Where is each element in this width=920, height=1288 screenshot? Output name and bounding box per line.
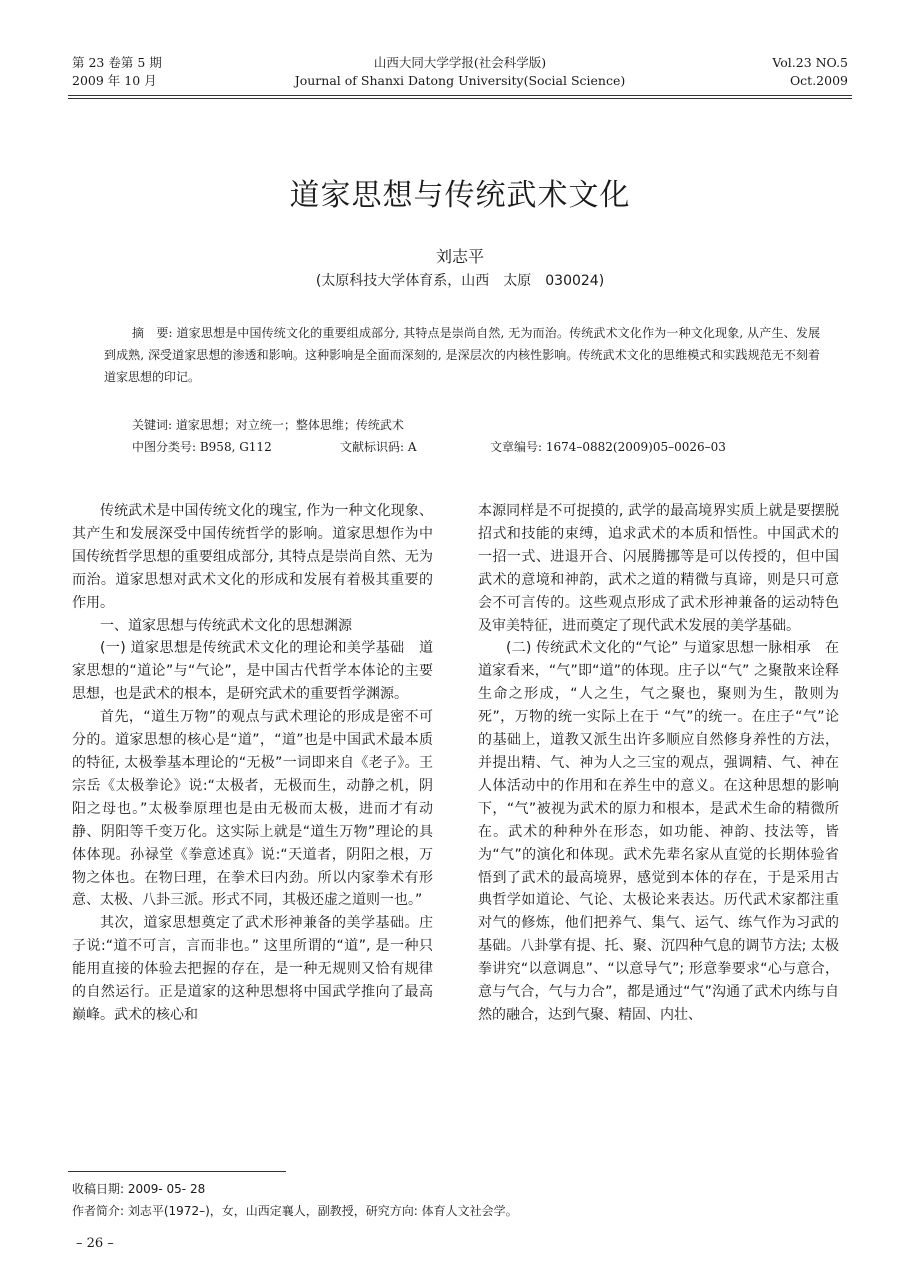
article-number: 文章编号: 1674–0882(2009)05–0026–03 [490,440,726,454]
keywords: 关键词: 道家思想；对立统一；整体思维；传统武术 [132,418,404,432]
header-journal-cn: 山西大同大学学报(社会科学版) [373,55,547,70]
body-paragraph: 其次，道家思想奠定了武术形神兼备的美学基础。庄子说:“道不可言，言而非也。” 这里所谓的“道”, 是一种只能用直接的体验去把握的存在，是一种无规则又恰有规律的自然运行。正是道家的这种思想将中国武学推向了最高巅峰。武术的核心和 [72,915,433,1023]
header-vol-en: Vol.23 NO.5 [772,55,848,70]
header-journal-en: Journal of Shanxi Datong University(Social Science) [294,73,626,88]
body-left-column [72,500,433,1027]
abstract [104,322,820,388]
body-paragraph: 传统武术是中国传统文化的瑰宝, 作为一种文化现象、其产生和发展深受中国传统哲学的影响。道家思想作为中国传统哲学思想的重要组成部分, 其特点是崇尚自然、无为而治。道家思想对武术文化的形成和发展有着极其重要的作用。 [72,503,433,611]
body-paragraph: 本源同样是不可捉摸的, 武学的最高境界实质上就是要摆脱招式和技能的束缚，追求武术的本质和悟性。中国武术的一招一式、进退开合、闪展腾挪等是可以传授的，但中国武术的意境和神韵，武术之道的精微与真谛，则是只可意会不可言传的。这些观点形成了武术形神兼备的运动特色及审美特征，进而奠定了现代武术发展的美学基础。 [478,503,839,634]
paper-title: 道家思想与传统武术文化 [289,178,631,213]
document-code: 文献标识码: A [340,440,417,454]
footnote-received: 收稿日期: 2009- 05- 28 [72,1182,206,1196]
body-right-column [478,500,839,1027]
header-date-en: Oct.2009 [789,73,848,88]
paper-meta [132,414,832,458]
header-rule-top [68,95,852,96]
body-paragraph: (二) 传统武术文化的“气论” 与道家思想一脉相承 在道家看来，“气”即“道”的体现。庄子以“气” 之聚散来诠释生命之形成，“人之生，气之聚也，聚则为生，散则为死”，万物的统一实际上在于 “气”的统一。在庄子“气”论的基础上，道教又派生出许多顺应自然修身养性的方法，并提出精、气、神为人之三宝的观点，强调精、气、神在人体活动中的作用和在养生中的意义。在这种思想的影响下，“气”被视为武术的原力和根本，是武术生命的精微所在。武术的种种外在形态，如功能、神韵、技法等，皆为“气”的演化和体现。武术先辈名家从直觉的长期体验省悟到了武术的最高境界，感觉到本体的存在，于是采用古典哲学如道论、气论、太极论来表达。历代武术家都注重对气的修炼，他们把养气、集气、运气、练气作为习武的基础。八卦掌有提、托、聚、沉四种气息的调节方法; 太极拳讲究“以意调息”、“以意导气”; 形意拳要求“心与意合，意与气合，气与力合”，都是通过“气”沟通了武术内练与自然的融合，达到气聚、精固、内壮、 [478,640,839,1023]
body-paragraph: 首先，“道生万物”的观点与武术理论的形成是密不可分的。道家思想的核心是“道”，“道”也是中国武术最本质的特征, 太极拳基本理论的“无极”一词即来自《老子》。王宗岳《太极拳论》说:“太极者，无极而生，动静之机，阴阳之母也。”太极拳原理也是由无极而太极，进而才有动静、阴阳等千变万化。这实际上就是“道生万物”理论的具体体现。孙禄堂《拳意述真》说:“天道者，阴阳之根，万物之体也。在物曰理，在拳术曰内劲。所以内家拳术有形意、太极、八卦三派。形式不同，其极还虚之道则一也。” [72,709,433,909]
header-right [772,54,848,90]
footnote-author-bio: 作者简介: 刘志平(1972–)，女，山西定襄人，副教授，研究方向: 体育人文社会学。 [72,1204,518,1218]
paper-author: 刘志平 [435,247,484,266]
paper-affiliation: (太原科技大学体育系，山西 太原 030024) [315,273,605,289]
header-volume: 第 23 卷第 5 期 [72,55,162,70]
classification-number: 中图分类号: B958, G112 [132,440,272,454]
body-paragraph: (一) 道家思想是传统武术文化的理论和美学基础 道家思想的“道论”与“气论”，是中国古代哲学本体论的主要思想，也是武术的根本，是研究武术的重要哲学渊源。 [72,640,433,703]
abstract-text: 道家思想是中国传统文化的重要组成部分, 其特点是崇尚自然, 无为而治。传统武术文化作为一种文化现象, 从产生、发展到成熟, 深受道家思想的渗透和影响。这种影响是全面而深刻的, 是深层次的内核性影响。传统武术文化的思维模式和实践规范无不刻着道家思想的印记。 [104,326,820,384]
page-number: – 26 – [76,1236,114,1251]
running-header [72,54,848,96]
header-date: 2009 年 10 月 [72,73,157,88]
header-center [72,54,848,90]
footnote-rule [68,1171,286,1172]
section-heading: 一、道家思想与传统武术文化的思想渊源 [100,617,352,634]
header-rule-bottom [68,98,852,99]
abstract-label: 摘 要: [132,326,173,340]
